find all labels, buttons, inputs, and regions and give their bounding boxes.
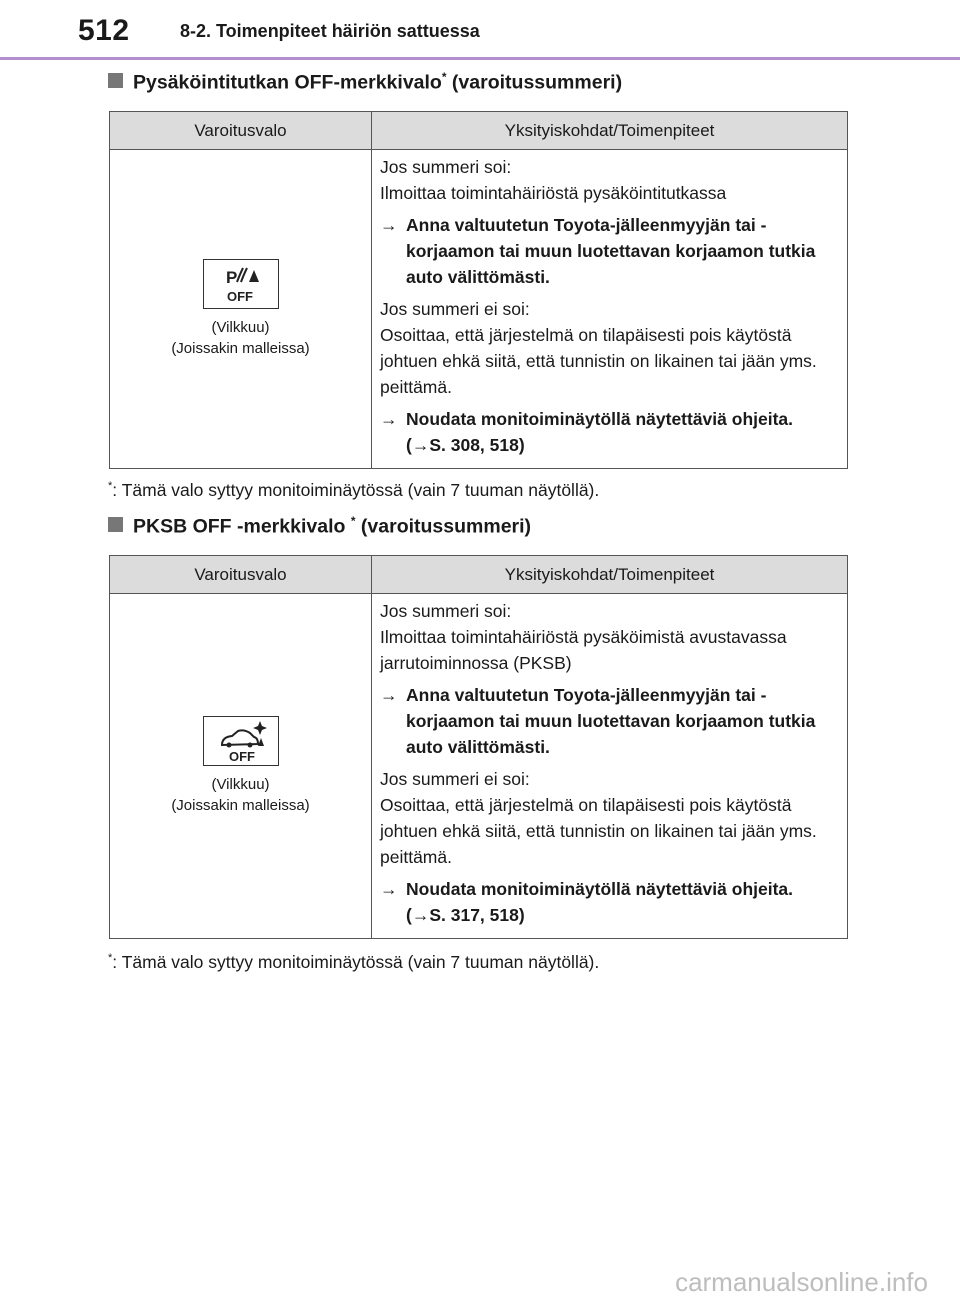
footnote-mark: * bbox=[350, 514, 356, 528]
arrow-right-icon: → bbox=[380, 409, 398, 429]
page-header bbox=[0, 0, 960, 62]
table-row bbox=[110, 150, 848, 469]
footnote-mark: * bbox=[108, 952, 113, 965]
indicator-cell bbox=[110, 150, 372, 469]
section-title: 8-2. Toimenpiteet häiriön sattuessa bbox=[180, 21, 480, 41]
details-cell bbox=[372, 150, 848, 469]
footnote-text: : Tämä valo syttyy monitoiminäytössä (vain 7 tuuman näytöllä). bbox=[112, 480, 600, 500]
buzzer-on-text: Ilmoittaa toimintahäiriöstä pysäköimistä avustavassa jarrutoiminnossa (PKSB) bbox=[380, 627, 787, 673]
svg-text:P: P bbox=[225, 268, 237, 287]
action-follow-display: → Noudata monitoiminäytöllä näytettäviä ohjeita. (→S. 317, 518) bbox=[380, 876, 839, 928]
heading-pksb-off bbox=[108, 514, 531, 539]
heading-suffix: (varoitussummeri) bbox=[446, 71, 623, 94]
column-header-details: Yksityiskohdat/Toimenpiteet bbox=[372, 556, 848, 594]
action-contact-dealer bbox=[380, 682, 839, 760]
buzzer-on-paragraph bbox=[380, 598, 839, 676]
indicator-cell bbox=[110, 594, 372, 939]
buzzer-off-title: Jos summeri ei soi: bbox=[380, 769, 530, 789]
watermark: carmanualsonline.info bbox=[675, 1267, 928, 1297]
table-row bbox=[110, 594, 848, 939]
page-reference: S. 317, 518 bbox=[429, 905, 519, 925]
heading-title: PKSB OFF -merkkivalo bbox=[133, 515, 346, 538]
heading-title: Pysäköintitutkan OFF-merkkivalo bbox=[133, 71, 442, 94]
column-header-warning-light: Varoitusvalo bbox=[110, 556, 372, 594]
action-contact-dealer-text: Anna valtuutetun Toyota-jälleenmyyjän tai -korjaamon tai muun luotettavan korjaamon tutkia auto välittömästi. bbox=[406, 215, 816, 287]
indicator-off-label: OFF bbox=[226, 289, 253, 304]
parking-sensor-off-icon bbox=[203, 259, 279, 309]
buzzer-off-title: Jos summeri ei soi: bbox=[380, 299, 530, 319]
action-follow-display-text: Noudata monitoiminäytöllä näytettäviä ohjeita. bbox=[406, 879, 794, 899]
action-contact-dealer bbox=[380, 212, 839, 290]
footnote-text: : Tämä valo syttyy monitoiminäytössä (vain 7 tuuman näytöllä). bbox=[112, 952, 600, 972]
arrow-right-icon: → bbox=[380, 879, 398, 899]
indicator-off-label: OFF bbox=[228, 749, 255, 764]
arrow-right-icon: → bbox=[411, 435, 430, 455]
buzzer-off-text: Osoittaa, että järjestelmä on tilapäisesti pois käytöstä johtuen ehkä siitä, että tunnistin on likainen tai jään yms. peittämä. bbox=[380, 795, 817, 867]
buzzer-off-text: Osoittaa, että järjestelmä on tilapäisesti pois käytöstä johtuen ehkä siitä, että tunnistin on likainen tai jään yms. peittämä. bbox=[380, 325, 817, 397]
footnote-mark: * bbox=[108, 480, 113, 493]
arrow-right-icon: → bbox=[380, 215, 398, 235]
bullet-square-icon bbox=[108, 73, 123, 88]
buzzer-on-title: Jos summeri soi: bbox=[380, 157, 512, 177]
buzzer-on-text: Ilmoittaa toimintahäiriöstä pysäköintitutkassa bbox=[380, 183, 727, 203]
buzzer-on-paragraph bbox=[380, 154, 839, 206]
column-header-warning-light: Varoitusvalo bbox=[110, 112, 372, 150]
header-rule bbox=[0, 57, 960, 60]
indicator-caption-blink: (Vilkkuu) bbox=[211, 319, 270, 336]
buzzer-off-paragraph bbox=[380, 296, 839, 400]
footnote-1 bbox=[108, 480, 599, 501]
heading-suffix: (varoitussummeri) bbox=[355, 515, 532, 538]
footnote-mark: * bbox=[441, 70, 447, 84]
action-follow-display: → Noudata monitoiminäytöllä näytettäviä ohjeita. (→S. 308, 518) bbox=[380, 406, 839, 458]
footnote-2 bbox=[108, 952, 599, 973]
indicator-caption-models: (Joissakin malleissa) bbox=[171, 340, 310, 357]
column-header-details: Yksityiskohdat/Toimenpiteet bbox=[372, 112, 848, 150]
warning-table-pksb bbox=[109, 555, 848, 939]
buzzer-off-paragraph bbox=[380, 766, 839, 870]
indicator-caption-models: (Joissakin malleissa) bbox=[171, 797, 310, 814]
action-contact-dealer-text: Anna valtuutetun Toyota-jälleenmyyjän tai -korjaamon tai muun luotettavan korjaamon tutkia auto välittömästi. bbox=[406, 685, 816, 757]
details-cell bbox=[372, 594, 848, 939]
page-reference: S. 308, 518 bbox=[429, 435, 519, 455]
arrow-right-icon: → bbox=[380, 685, 398, 705]
arrow-right-icon: → bbox=[411, 905, 430, 925]
page-number: 512 bbox=[78, 14, 130, 47]
pksb-off-icon bbox=[203, 716, 279, 766]
table-header-row bbox=[110, 112, 848, 150]
heading-parking-sensor-off bbox=[108, 70, 622, 95]
action-follow-display-text: Noudata monitoiminäytöllä näytettäviä ohjeita. bbox=[406, 409, 794, 429]
table-header-row bbox=[110, 556, 848, 594]
indicator-caption-blink: (Vilkkuu) bbox=[211, 776, 270, 793]
buzzer-on-title: Jos summeri soi: bbox=[380, 601, 512, 621]
warning-table-parking-sensor bbox=[109, 111, 848, 469]
bullet-square-icon bbox=[108, 517, 123, 532]
